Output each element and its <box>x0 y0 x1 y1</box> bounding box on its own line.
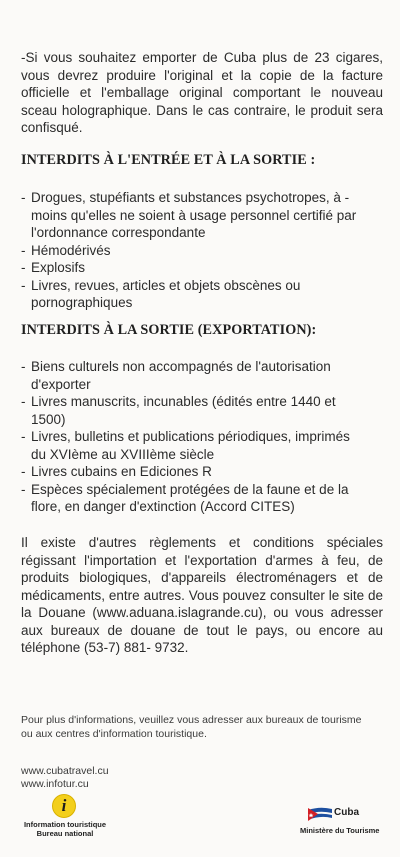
cigar-export-rule: -Si vous souhaitez emporter de Cuba plus de 23 cigares, vous devrez produire l'original et la copie de la facture officielle et l'emballage original comportant le nouveau sceau holographique. Dans le cas contraire, le produit sera confisqué. <box>21 50 383 135</box>
info-logo-line2: Bureau national <box>36 829 94 838</box>
list-item: - Hémodérivés <box>21 242 361 260</box>
list-item: - Livres, bulletins et publications périodiques, imprimés du XVIème au XVIIIème siècle <box>21 428 361 463</box>
infotur-link[interactable]: www.infotur.cu <box>21 778 89 790</box>
list-item: - Drogues, stupéfiants et substances psychotropes, à - moins qu'elles ne soient à usage personnel certifié par l'ordonnance correspondante <box>21 189 361 242</box>
exit-prohibited-heading: INTERDITS À LA SORTIE (EXPORTATION): <box>21 322 317 338</box>
list-item: - Espèces spécialement protégées de la faune et de la flore, en danger d'extinction (Accord CITES) <box>21 481 361 516</box>
other-regulations-paragraph: Il existe d'autres règlements et conditions spéciales régissant l'importation et l'exportation d'armes à feu, de produits biologiques, d'appareils électroménagers et de médicaments, entre autres. Vous pouvez consulter le site de la Douane (www.aduana.islagrande.cu), ou vous adresser aux bureaux de douane de tout le pays, ou encore au téléphone (53-7) 881- 9732. <box>21 535 383 655</box>
entry-exit-prohibited-heading: INTERDITS À L'ENTRÉE ET À LA SORTIE : <box>21 152 316 168</box>
entry-exit-prohibited-list <box>21 189 361 312</box>
ministry-name: Ministère du Tourisme <box>300 826 380 835</box>
list-item: - Livres, revues, articles et objets obscènes ou pornographiques <box>21 277 361 312</box>
cubatravel-link[interactable]: www.cubatravel.cu <box>21 765 109 777</box>
ministry-tourism-logo <box>300 804 380 844</box>
list-item: - Explosifs <box>21 259 361 277</box>
tourist-information-logo <box>21 794 131 844</box>
more-info-note: Pour plus d'informations, veuillez vous adresser aux bureaux de tourisme ou aux centres d'information touristique. <box>21 714 362 740</box>
cuba-flag-icon <box>306 806 334 822</box>
exit-prohibited-list <box>21 358 361 516</box>
info-logo-line1: Information touristique <box>23 820 107 829</box>
list-item: - Biens culturels non accompagnés de l'autorisation d'exporter <box>21 358 361 393</box>
cuba-wordmark: Cuba <box>334 807 359 818</box>
list-item: - Livres manuscrits, incunables (édités entre 1440 et 1500) <box>21 393 361 428</box>
list-item: - Livres cubains en Ediciones R <box>21 463 361 481</box>
information-icon: i <box>52 794 76 818</box>
